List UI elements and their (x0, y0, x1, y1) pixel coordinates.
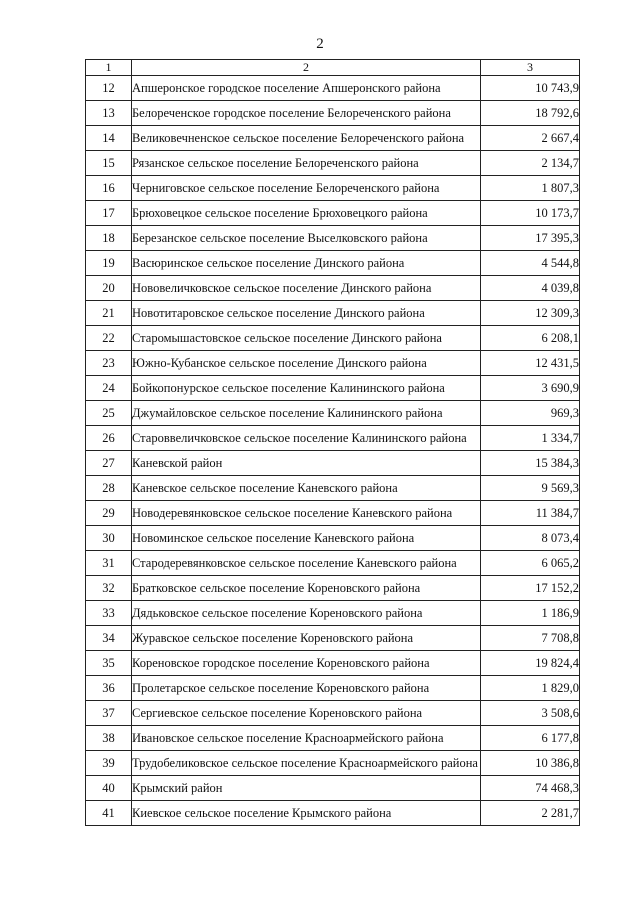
row-number: 22 (86, 326, 132, 351)
settlement-name: Южно-Кубанское сельское поселение Динского района (132, 351, 481, 376)
row-number: 40 (86, 776, 132, 801)
row-number: 30 (86, 526, 132, 551)
settlement-name: Пролетарское сельское поселение Кореновского района (132, 676, 481, 701)
row-number: 14 (86, 126, 132, 151)
row-number: 27 (86, 451, 132, 476)
table-row (86, 576, 580, 601)
amount-value: 3 690,9 (481, 376, 580, 401)
settlement-name: Брюховецкое сельское поселение Брюховецкого района (132, 201, 481, 226)
table-row (86, 426, 580, 451)
settlement-name: Кореновское городское поселение Кореновского района (132, 651, 481, 676)
amount-value: 1 186,9 (481, 601, 580, 626)
settlement-name: Каневской район (132, 451, 481, 476)
amount-value: 8 073,4 (481, 526, 580, 551)
table-row (86, 226, 580, 251)
settlement-name: Староввеличковское сельское поселение Калининского района (132, 426, 481, 451)
table-row (86, 601, 580, 626)
amount-value: 10 743,9 (481, 76, 580, 101)
table-header-row (86, 60, 580, 76)
column-header-name: 2 (132, 60, 481, 76)
table-row (86, 726, 580, 751)
amount-value: 10 386,8 (481, 751, 580, 776)
table-row (86, 551, 580, 576)
settlement-name: Бойкопонурское сельское поселение Калининского района (132, 376, 481, 401)
amount-value: 18 792,6 (481, 101, 580, 126)
row-number: 37 (86, 701, 132, 726)
row-number: 25 (86, 401, 132, 426)
amount-value: 12 431,5 (481, 351, 580, 376)
row-number: 33 (86, 601, 132, 626)
row-number: 17 (86, 201, 132, 226)
table-row (86, 451, 580, 476)
row-number: 41 (86, 801, 132, 826)
column-header-number: 1 (86, 60, 132, 76)
row-number: 28 (86, 476, 132, 501)
table-row (86, 401, 580, 426)
table-row (86, 351, 580, 376)
table-row (86, 376, 580, 401)
table-row (86, 626, 580, 651)
row-number: 35 (86, 651, 132, 676)
column-header-value: 3 (481, 60, 580, 76)
settlement-name: Братковское сельское поселение Кореновского района (132, 576, 481, 601)
allocation-table (85, 59, 580, 826)
amount-value: 9 569,3 (481, 476, 580, 501)
settlement-name: Белореченское городское поселение Белореченского района (132, 101, 481, 126)
row-number: 23 (86, 351, 132, 376)
table-row (86, 776, 580, 801)
row-number: 36 (86, 676, 132, 701)
table-row (86, 501, 580, 526)
row-number: 18 (86, 226, 132, 251)
row-number: 24 (86, 376, 132, 401)
settlement-name: Киевское сельское поселение Крымского района (132, 801, 481, 826)
row-number: 19 (86, 251, 132, 276)
settlement-name: Рязанское сельское поселение Белореченского района (132, 151, 481, 176)
settlement-name: Новотитаровское сельское поселение Динского района (132, 301, 481, 326)
settlement-name: Великовечненское сельское поселение Белореченского района (132, 126, 481, 151)
settlement-name: Нововеличковское сельское поселение Динского района (132, 276, 481, 301)
table-row (86, 301, 580, 326)
row-number: 38 (86, 726, 132, 751)
amount-value: 7 708,8 (481, 626, 580, 651)
table-row (86, 701, 580, 726)
row-number: 12 (86, 76, 132, 101)
table-row (86, 151, 580, 176)
amount-value: 10 173,7 (481, 201, 580, 226)
amount-value: 4 039,8 (481, 276, 580, 301)
table-row (86, 126, 580, 151)
table-row (86, 751, 580, 776)
amount-value: 1 829,0 (481, 676, 580, 701)
table-row (86, 676, 580, 701)
settlement-name: Новодеревянковское сельское поселение Каневского района (132, 501, 481, 526)
row-number: 39 (86, 751, 132, 776)
settlement-name: Ивановское сельское поселение Красноармейского района (132, 726, 481, 751)
table-row (86, 651, 580, 676)
settlement-name: Сергиевское сельское поселение Кореновского района (132, 701, 481, 726)
table-row (86, 76, 580, 101)
settlement-name: Журавское сельское поселение Кореновского района (132, 626, 481, 651)
amount-value: 2 281,7 (481, 801, 580, 826)
table-body (86, 76, 580, 826)
page-number: 2 (316, 36, 324, 52)
amount-value: 15 384,3 (481, 451, 580, 476)
row-number: 31 (86, 551, 132, 576)
amount-value: 3 508,6 (481, 701, 580, 726)
table-row (86, 176, 580, 201)
table-row (86, 476, 580, 501)
row-number: 26 (86, 426, 132, 451)
amount-value: 969,3 (481, 401, 580, 426)
amount-value: 6 177,8 (481, 726, 580, 751)
amount-value: 11 384,7 (481, 501, 580, 526)
table-row (86, 801, 580, 826)
row-number: 21 (86, 301, 132, 326)
settlement-name: Каневское сельское поселение Каневского района (132, 476, 481, 501)
table-row (86, 251, 580, 276)
amount-value: 1 334,7 (481, 426, 580, 451)
amount-value: 6 065,2 (481, 551, 580, 576)
table-row (86, 276, 580, 301)
table-row (86, 201, 580, 226)
amount-value: 2 134,7 (481, 151, 580, 176)
row-number: 16 (86, 176, 132, 201)
row-number: 13 (86, 101, 132, 126)
row-number: 29 (86, 501, 132, 526)
amount-value: 17 152,2 (481, 576, 580, 601)
settlement-name: Крымский район (132, 776, 481, 801)
settlement-name: Трудобеликовское сельское поселение Красноармейского района (132, 751, 481, 776)
amount-value: 1 807,3 (481, 176, 580, 201)
settlement-name: Новоминское сельское поселение Каневского района (132, 526, 481, 551)
amount-value: 2 667,4 (481, 126, 580, 151)
settlement-name: Васюринское сельское поселение Динского района (132, 251, 481, 276)
amount-value: 6 208,1 (481, 326, 580, 351)
row-number: 20 (86, 276, 132, 301)
amount-value: 17 395,3 (481, 226, 580, 251)
amount-value: 19 824,4 (481, 651, 580, 676)
row-number: 34 (86, 626, 132, 651)
settlement-name: Стародеревянковское сельское поселение Каневского района (132, 551, 481, 576)
settlement-name: Черниговское сельское поселение Белореченского района (132, 176, 481, 201)
amount-value: 12 309,3 (481, 301, 580, 326)
settlement-name: Апшеронское городское поселение Апшеронского района (132, 76, 481, 101)
table-row (86, 326, 580, 351)
table-row (86, 101, 580, 126)
settlement-name: Дядьковское сельское поселение Кореновского района (132, 601, 481, 626)
table-row (86, 526, 580, 551)
amount-value: 4 544,8 (481, 251, 580, 276)
row-number: 32 (86, 576, 132, 601)
row-number: 15 (86, 151, 132, 176)
settlement-name: Старомышастовское сельское поселение Динского района (132, 326, 481, 351)
settlement-name: Джумайловское сельское поселение Калининского района (132, 401, 481, 426)
settlement-name: Березанское сельское поселение Выселковского района (132, 226, 481, 251)
amount-value: 74 468,3 (481, 776, 580, 801)
